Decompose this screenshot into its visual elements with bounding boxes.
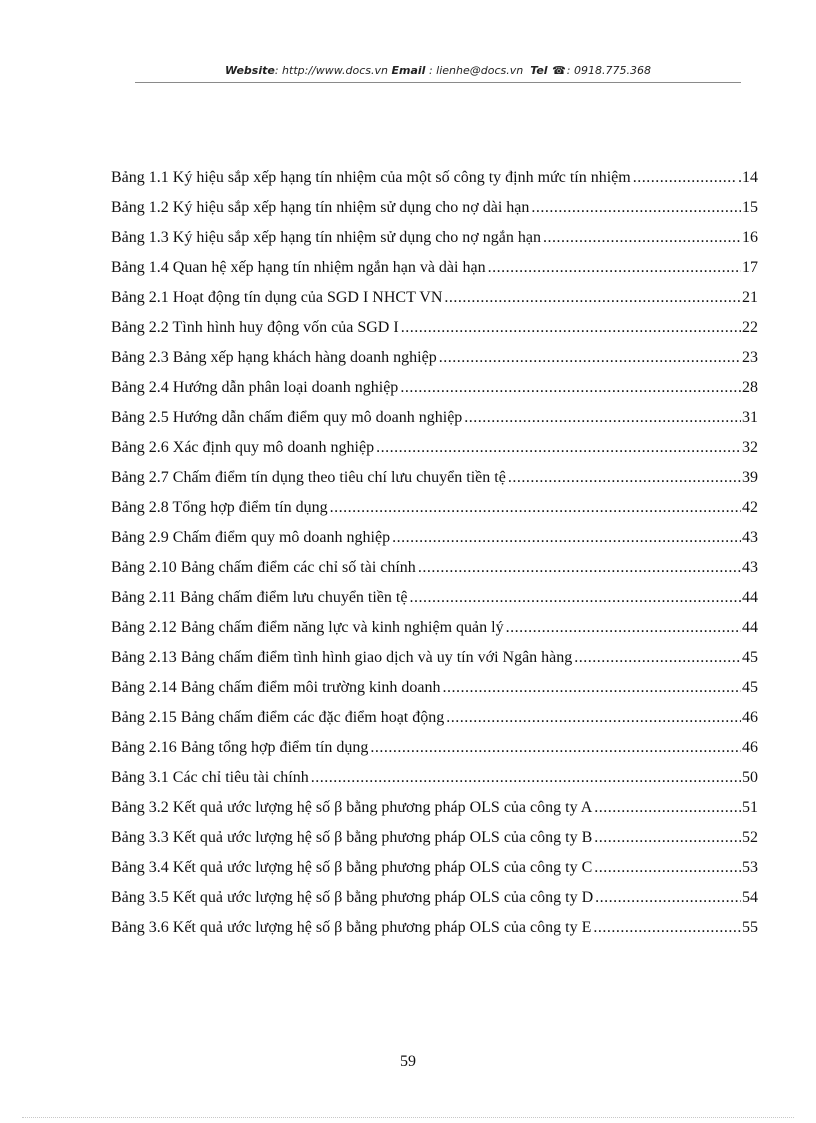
toc-entry-page: 50 (742, 769, 758, 786)
toc-entry-page: 39 (742, 469, 758, 486)
dot-leader (633, 163, 737, 193)
toc-entry-page: 46 (742, 709, 758, 726)
toc-entry-page: 54 (742, 889, 758, 906)
page-number: 59 (400, 1053, 416, 1070)
dot-leader (443, 673, 741, 703)
toc-entry[interactable] (111, 283, 758, 313)
toc-entry-page: 16 (742, 229, 758, 246)
toc-entry-page: 23 (742, 349, 758, 366)
toc-entry-page: 46 (742, 739, 758, 756)
toc-entry-page: 45 (742, 649, 758, 666)
toc-entry-title: Bảng 3.6 Kết quả ước lượng hệ số β bằng phương pháp OLS của công ty E (111, 919, 592, 936)
toc-entry-title: Bảng 2.6 Xác định quy mô doanh nghiệp (111, 439, 375, 456)
footer-divider (22, 1117, 794, 1118)
toc-entry-title: Bảng 3.5 Kết quả ước lượng hệ số β bằng phương pháp OLS của công ty D (111, 889, 594, 906)
toc-entry-page: 22 (742, 319, 758, 336)
toc-entry-page: 21 (742, 289, 758, 306)
dot-leader (574, 643, 741, 673)
toc-entry-page: 52 (742, 829, 758, 846)
toc-entry[interactable] (111, 223, 758, 253)
toc-entry-title: Bảng 2.11 Bảng chấm điểm lưu chuyển tiền tệ (111, 589, 408, 606)
toc-entry[interactable] (111, 553, 758, 583)
dot-leader (508, 463, 741, 493)
toc-entry[interactable] (111, 463, 758, 493)
dot-leader (400, 373, 741, 403)
toc-entry-page: 51 (742, 799, 758, 816)
dot-leader (392, 523, 741, 553)
toc-entry-title: Bảng 2.15 Bảng chấm điểm các đặc điểm hoạt động (111, 709, 445, 726)
website-url[interactable]: : http://www.docs.vn (274, 64, 389, 77)
toc-entry[interactable] (111, 493, 758, 523)
toc-entry[interactable] (111, 913, 758, 943)
website-label: Website (225, 64, 275, 77)
dot-leader (593, 913, 741, 943)
toc-entry-page: 53 (742, 859, 758, 876)
dot-leader (401, 313, 741, 343)
toc-entry-title: Bảng 1.3 Ký hiệu sắp xếp hạng tín nhiệm sử dụng cho nợ ngắn hạn (111, 229, 541, 246)
dot-leader (464, 403, 741, 433)
table-of-contents (111, 163, 758, 943)
dot-leader (594, 823, 741, 853)
dot-leader (439, 343, 741, 373)
dot-leader (595, 883, 741, 913)
toc-entry[interactable] (111, 193, 758, 223)
dot-leader (330, 493, 741, 523)
toc-entry[interactable] (111, 883, 758, 913)
toc-entry[interactable] (111, 523, 758, 553)
toc-entry-title: Bảng 3.2 Kết quả ước lượng hệ số β bằng phương pháp OLS của công ty A (111, 799, 593, 816)
toc-entry-title: Bảng 2.1 Hoạt động tín dụng của SGD I NHCT VN (111, 289, 443, 306)
toc-entry[interactable] (111, 853, 758, 883)
page-header (135, 62, 741, 83)
phone-icon: ☎ (552, 64, 566, 77)
dot-leader (418, 553, 741, 583)
toc-entry[interactable] (111, 343, 758, 373)
toc-entry[interactable] (111, 163, 758, 193)
tel-label: Tel (530, 64, 548, 77)
toc-entry-title: Bảng 2.4 Hướng dẫn phân loại doanh nghiệp (111, 379, 399, 396)
toc-entry[interactable] (111, 703, 758, 733)
toc-entry-title: Bảng 2.7 Chấm điểm tín dụng theo tiêu chí lưu chuyển tiền tệ (111, 469, 506, 486)
toc-entry-page: 42 (742, 499, 758, 516)
toc-entry-title: Bảng 1.1 Ký hiệu sắp xếp hạng tín nhiệm của một số công ty định mức tín nhiệm (111, 169, 631, 186)
toc-entry[interactable] (111, 253, 758, 283)
toc-entry-page: 45 (742, 679, 758, 696)
toc-entry-title: Bảng 2.2 Tình hình huy động vốn của SGD I (111, 319, 399, 336)
dot-leader (446, 703, 741, 733)
toc-entry-title: Bảng 1.4 Quan hệ xếp hạng tín nhiệm ngắn hạn và dài hạn (111, 259, 486, 276)
dot-leader (444, 283, 741, 313)
dot-leader (376, 433, 741, 463)
toc-entry[interactable] (111, 403, 758, 433)
toc-entry[interactable] (111, 613, 758, 643)
dot-leader (488, 253, 741, 283)
toc-entry-page: 44 (742, 619, 758, 636)
toc-entry-title: Bảng 2.10 Bảng chấm điểm các chỉ số tài chính (111, 559, 416, 576)
toc-entry-page: 31 (742, 409, 758, 426)
toc-entry[interactable] (111, 583, 758, 613)
email-address[interactable]: : lienhe@docs.vn (425, 64, 524, 77)
dot-leader (506, 613, 741, 643)
dot-leader (594, 793, 741, 823)
email-label: Email (391, 64, 426, 77)
toc-entry-title: Bảng 1.2 Ký hiệu sắp xếp hạng tín nhiệm sử dụng cho nợ dài hạn (111, 199, 530, 216)
toc-entry-title: Bảng 2.3 Bảng xếp hạng khách hàng doanh nghiệp (111, 349, 437, 366)
toc-entry-page: 28 (742, 379, 758, 396)
toc-entry-page: 43 (742, 559, 758, 576)
toc-entry-title: Bảng 3.1 Các chỉ tiêu tài chính (111, 769, 309, 786)
toc-entry[interactable] (111, 733, 758, 763)
toc-entry-title: Bảng 2.16 Bảng tổng hợp điểm tín dụng (111, 739, 369, 756)
dot-leader (594, 853, 741, 883)
toc-entry-page: 15 (742, 199, 758, 216)
toc-entry[interactable] (111, 373, 758, 403)
toc-entry-page: .14 (738, 169, 758, 186)
toc-entry[interactable] (111, 793, 758, 823)
dot-leader (370, 733, 741, 763)
toc-entry[interactable] (111, 313, 758, 343)
toc-entry-title: Bảng 2.13 Bảng chấm điểm tình hình giao dịch và uy tín với Ngân hàng (111, 649, 573, 666)
toc-entry-title: Bảng 3.3 Kết quả ước lượng hệ số β bằng phương pháp OLS của công ty B (111, 829, 593, 846)
toc-entry-page: 55 (742, 919, 758, 936)
toc-entry-page: 43 (742, 529, 758, 546)
toc-entry-title: Bảng 2.12 Bảng chấm điểm năng lực và kinh nghiệm quản lý (111, 619, 504, 636)
toc-entry-page: 32 (742, 439, 758, 456)
toc-entry[interactable] (111, 823, 758, 853)
toc-entry-page: 44 (742, 589, 758, 606)
dot-leader (543, 223, 741, 253)
dot-leader (531, 193, 741, 223)
toc-entry[interactable] (111, 433, 758, 463)
toc-entry-title: Bảng 2.14 Bảng chấm điểm môi trường kinh doanh (111, 679, 441, 696)
toc-entry[interactable] (111, 763, 758, 793)
tel-number: : 0918.775.368 (566, 64, 651, 77)
dot-leader (409, 583, 741, 613)
toc-entry[interactable] (111, 673, 758, 703)
dot-leader (311, 763, 741, 793)
toc-entry-title: Bảng 2.8 Tổng hợp điểm tín dụng (111, 499, 328, 516)
toc-entry[interactable] (111, 643, 758, 673)
toc-entry-title: Bảng 2.9 Chấm điểm quy mô doanh nghiệp (111, 529, 391, 546)
toc-entry-page: 17 (742, 259, 758, 276)
toc-entry-title: Bảng 3.4 Kết quả ước lượng hệ số β bằng phương pháp OLS của công ty C (111, 859, 593, 876)
toc-entry-title: Bảng 2.5 Hướng dẫn chấm điểm quy mô doanh nghiệp (111, 409, 463, 426)
